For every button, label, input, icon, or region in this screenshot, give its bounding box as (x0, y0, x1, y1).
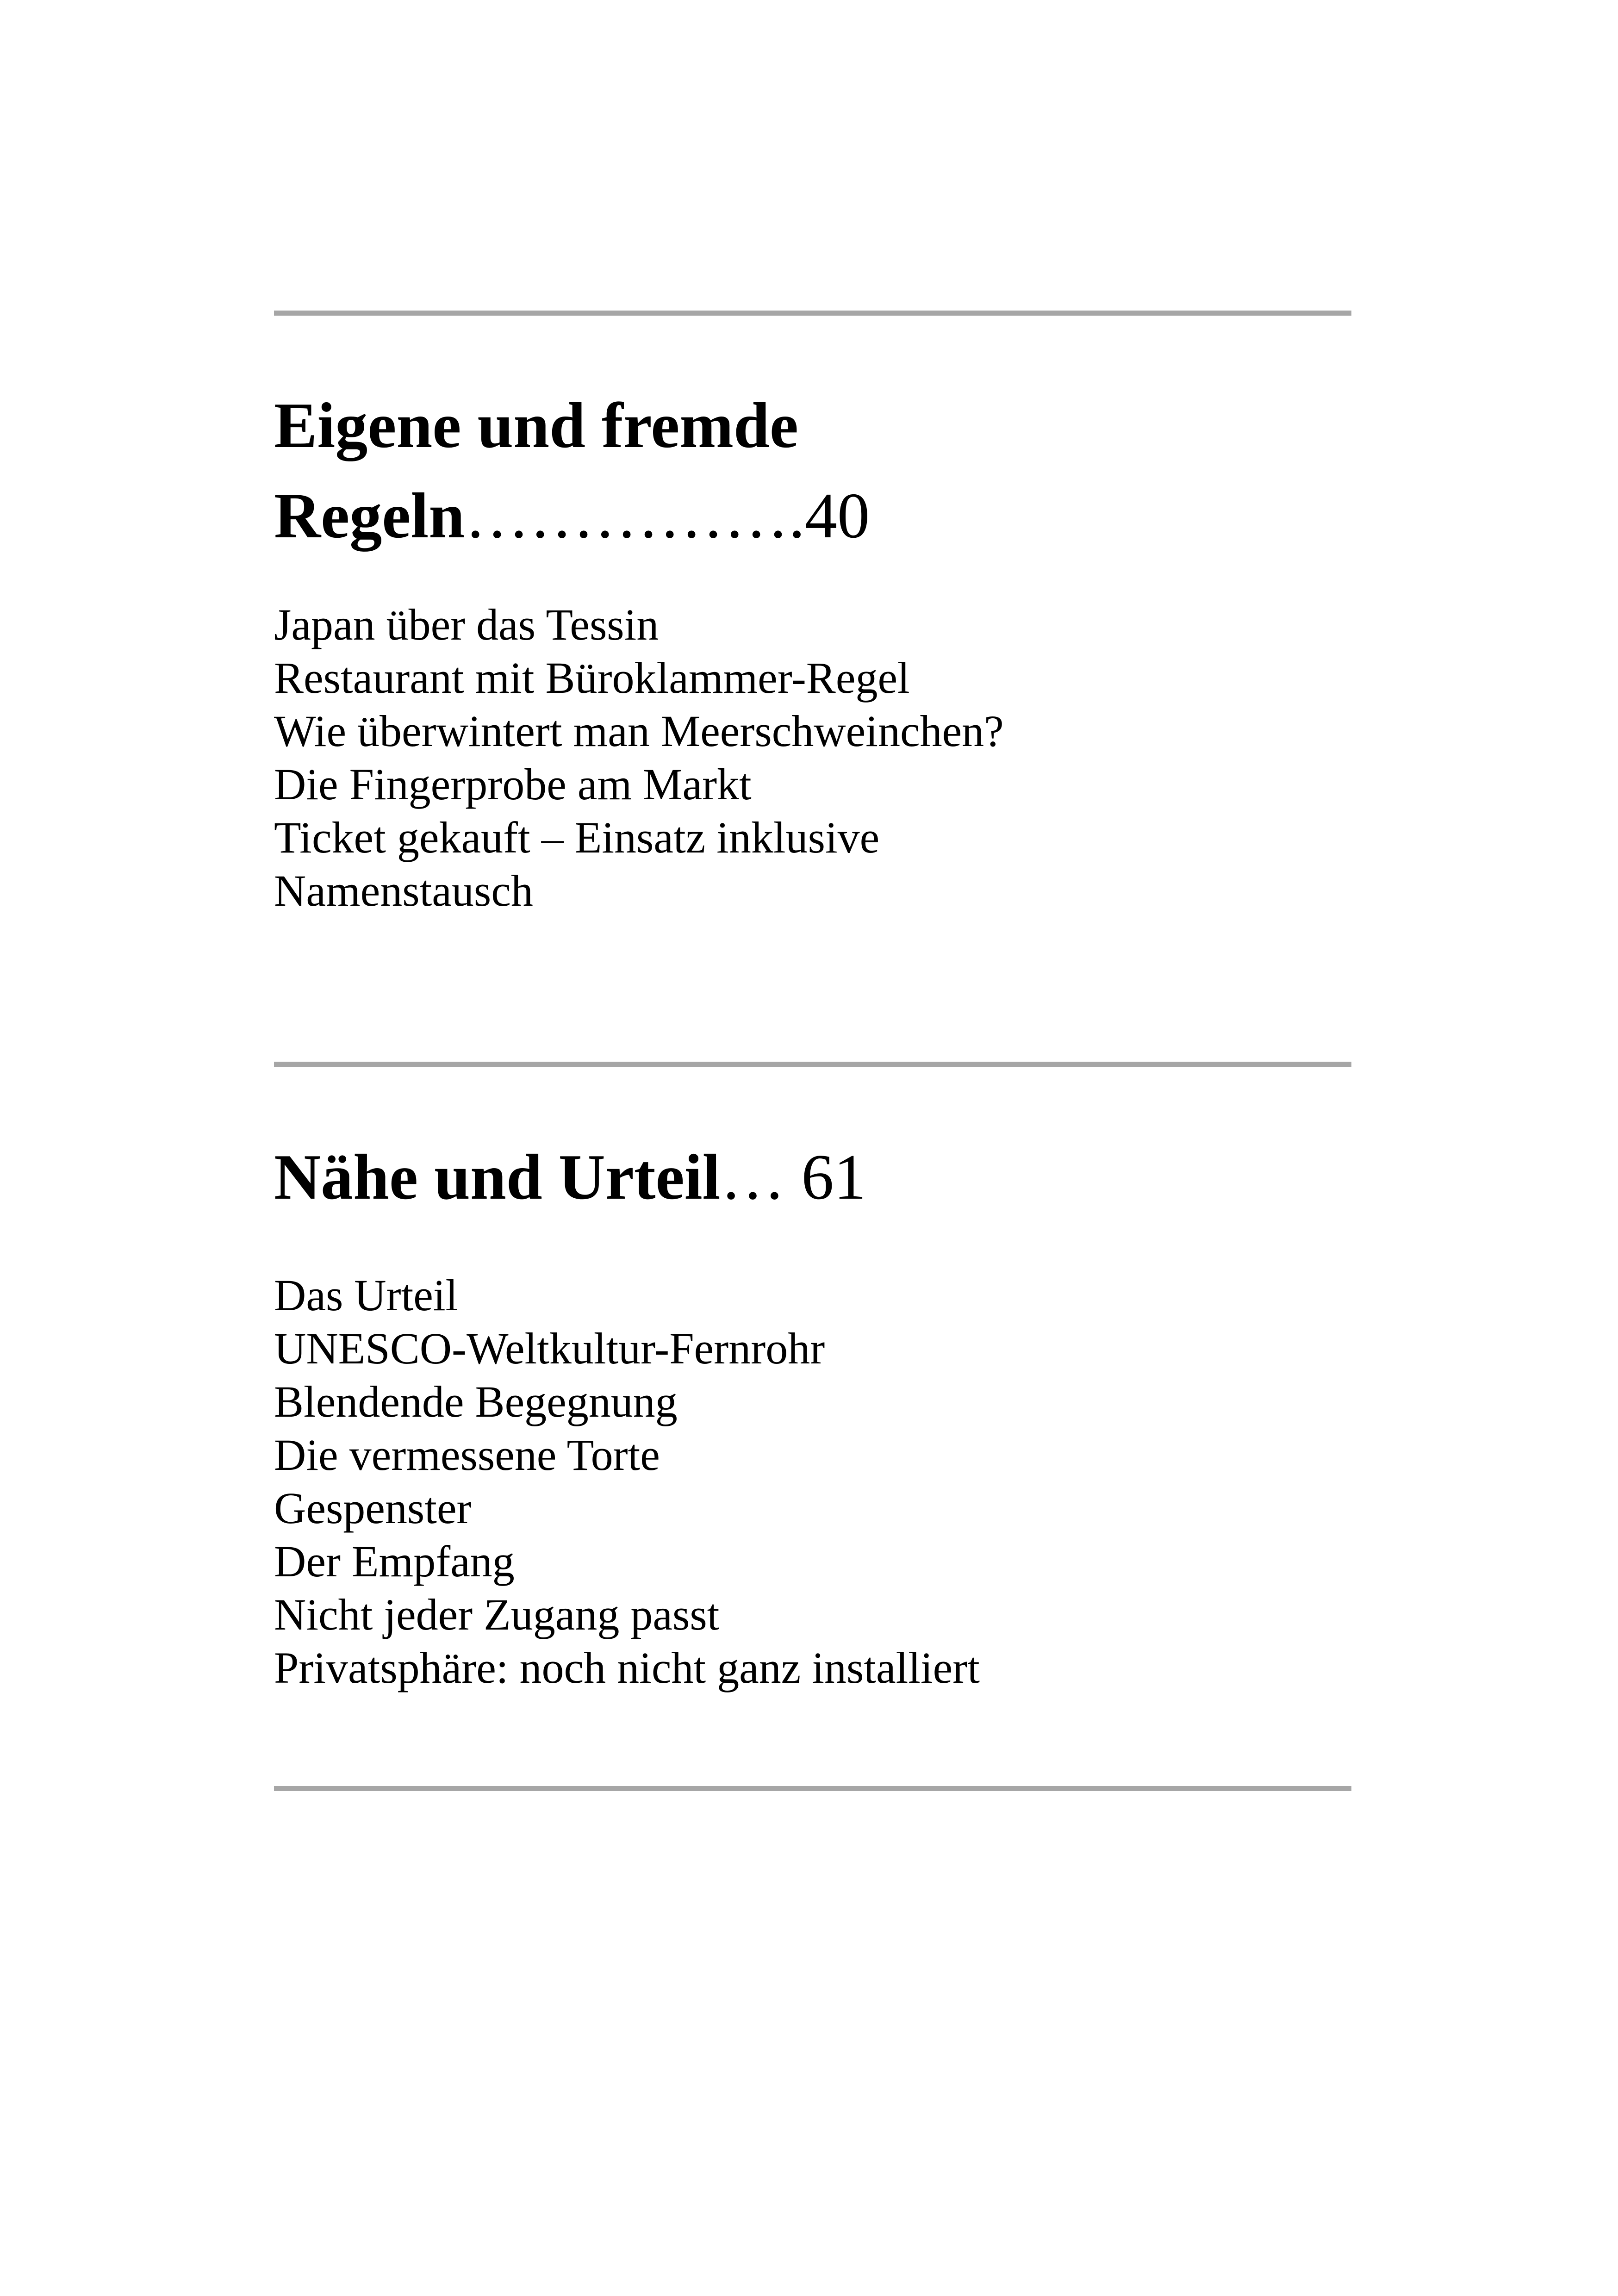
section-heading-eigene-und-fremde-regeln (274, 380, 870, 561)
divider-rule (274, 311, 1351, 316)
list-item: Restaurant mit Büroklammer-Regel (274, 653, 910, 703)
divider-rule (274, 1062, 1351, 1067)
list-item: Das Urteil (274, 1270, 458, 1320)
list-item: Die Fingerprobe am Markt (274, 759, 752, 809)
dot-leader: … (720, 1141, 802, 1213)
section-title: Nähe und Urteil (274, 1141, 721, 1213)
section-title-line (274, 380, 870, 471)
list-item: Namenstausch (274, 866, 533, 915)
section-title: Eigene und fremde (274, 390, 798, 461)
page-number: 40 (805, 480, 870, 552)
list-item: Privatsphäre: noch nicht ganz installiert (274, 1643, 980, 1692)
list-item: UNESCO-Weltkultur-Fernrohr (274, 1324, 825, 1373)
section-title-line (274, 471, 870, 561)
list-item: Blendende Begegnung (274, 1377, 678, 1426)
section-title-continued: Regeln (274, 480, 465, 552)
list-item: Gespenster (274, 1483, 472, 1533)
dot-leader: ……………. (465, 480, 805, 552)
list-item: Nicht jeder Zugang passt (274, 1590, 720, 1639)
page-number: 61 (801, 1141, 866, 1213)
list-item: Wie überwintert man Meerschweinchen? (274, 706, 1004, 756)
section-heading-naehe-und-urteil (274, 1132, 866, 1222)
section-entry-list (274, 598, 1004, 917)
list-item: Der Empfang (274, 1537, 515, 1586)
section-entry-list (274, 1269, 980, 1694)
list-item: Japan über das Tessin (274, 600, 659, 649)
list-item: Ticket gekauft – Einsatz inklusive (274, 813, 880, 862)
list-item: Die vermessene Torte (274, 1430, 660, 1480)
divider-rule (274, 1786, 1351, 1791)
